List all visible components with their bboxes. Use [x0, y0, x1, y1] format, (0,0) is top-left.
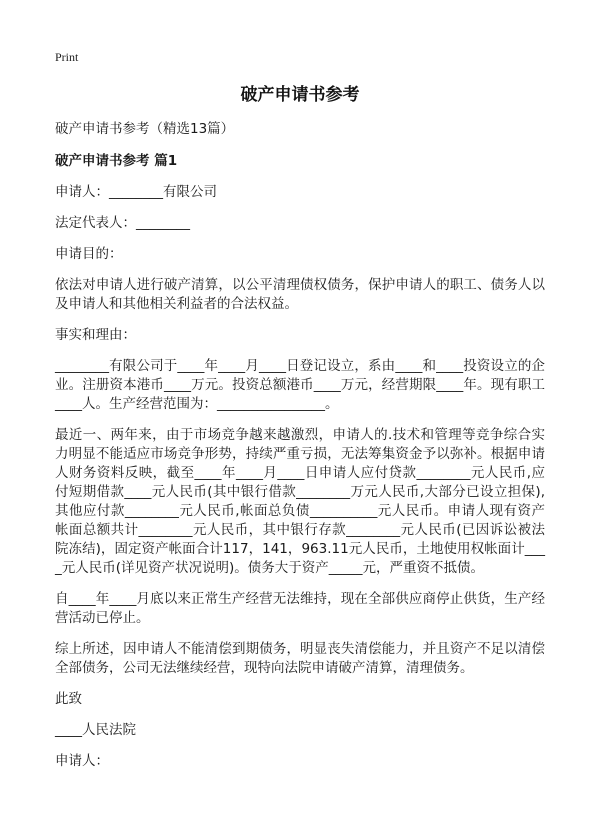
page-title: 破产申请书参考	[240, 85, 360, 105]
applicant-line: 申请人：________有限公司	[55, 184, 217, 200]
section-heading: 破产申请书参考 篇1	[55, 153, 178, 169]
company-info-paragraph: ________有限公司于____年____月____日登记设立，系由____和____投资设立的企业。注册资本港币____万元。投资总额港币____万元，经营期限____年。现有职工____人。生产经营范围为：________________。	[55, 358, 545, 412]
facts-heading: 事实和理由：	[55, 327, 136, 343]
print-link[interactable]: Print	[55, 50, 79, 64]
salutation: 此致	[55, 691, 82, 707]
purpose-paragraph: 依法对申请人进行破产清算，以公平清理债权债务，保护申请人的职工、债务人以及申请人和其他相关利益者的合法权益。	[55, 277, 545, 312]
financial-status-paragraph: 最近一、两年来，由于市场竞争越来越激烈，申请人的.技术和管理等竞争综合实力明显不能适应市场竞争形势，持续严重亏损，无法筹集资金予以弥补。根据申请人财务资料反映，截至____年____月____日申请人应付贷款________元人民币,应付短期借款____元人民币(其中银行借款________万元人民币,大部分已设立担保),其他应付款________元人民币,帐面总负债__________元人民币。申请人现有资产帐面总额共计________元人民币，其中银行存款________元人民币(已因诉讼被法院冻结)，固定资产帐面合计117，141，963.11元人民币，土地使用权帐面计____元人民币(详见资产状况说明)。债务大于资产_____元，严重资不抵债。	[55, 427, 545, 576]
document-subtitle: 破产申请书参考（精选13篇）	[55, 121, 235, 137]
legal-representative-line: 法定代表人：________	[55, 215, 190, 231]
court-name-line: ____人民法院	[55, 722, 136, 738]
operations-stopped-paragraph: 自____年____月底以来正常生产经营无法维持，现在全部供应商停止供货，生产经营活动已停止。	[55, 591, 545, 626]
purpose-heading: 申请目的：	[55, 246, 123, 262]
signature-applicant-line: 申请人：	[55, 753, 109, 769]
conclusion-paragraph: 综上所述，因申请人不能清偿到期债务，明显丧失清偿能力，并且资产不足以清偿全部债务，公司无法继续经营，现特向法院申请破产清算，清理债务。	[55, 641, 545, 676]
